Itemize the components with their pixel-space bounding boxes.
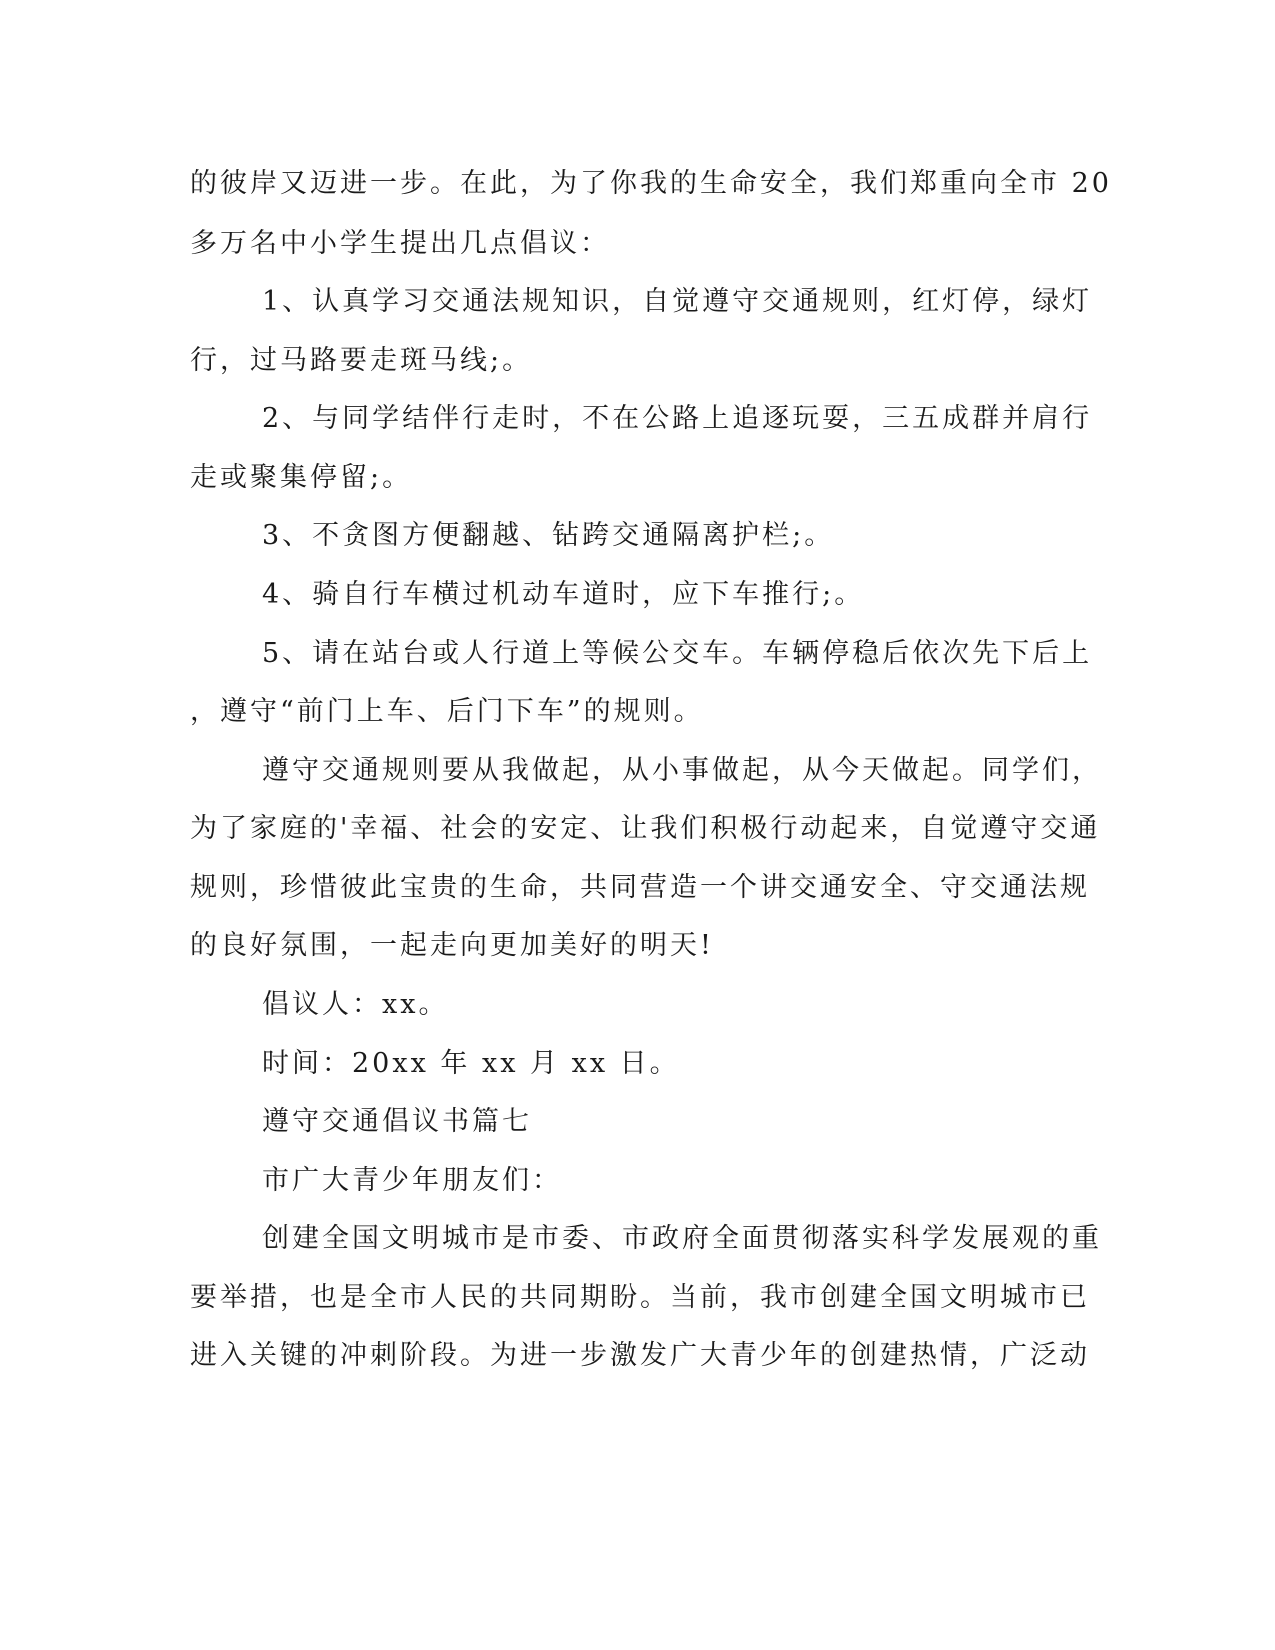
salutation-line: 市广大青少年朋友们： xyxy=(262,1165,562,1196)
list-item-5-line: 5、请在站台或人行道上等候公交车。车辆停稳后依次先下后上 xyxy=(262,638,1093,669)
body-text-line: 的彼岸又迈进一步。在此，为了你我的生命安全，我们郑重向全市 20 xyxy=(190,168,1112,199)
list-item-5-line: ，遵守“前门上车、后门下车”的规则。 xyxy=(190,696,704,727)
list-item-1-line: 1、认真学习交通法规知识，自觉遵守交通规则，红灯停，绿灯 xyxy=(262,286,1093,317)
section-heading: 遵守交通倡议书篇七 xyxy=(262,1106,532,1137)
paragraph-line: 为了家庭的'幸福、社会的安定、让我们积极行动起来，自觉遵守交通 xyxy=(190,813,1101,844)
body-text-line: 多万名中小学生提出几点倡议： xyxy=(190,228,610,259)
paragraph-line: 进入关键的冲刺阶段。为进一步激发广大青少年的创建热情，广泛动 xyxy=(190,1340,1090,1371)
proposer-line: 倡议人：xx。 xyxy=(262,989,449,1020)
list-item-3-line: 3、不贪图方便翻越、钻跨交通隔离护栏;。 xyxy=(262,520,835,551)
paragraph-line: 要举措，也是全市人民的共同期盼。当前，我市创建全国文明城市已 xyxy=(190,1282,1090,1313)
list-item-2-line: 2、与同学结伴行走时，不在公路上追逐玩耍，三五成群并肩行 xyxy=(262,403,1093,434)
paragraph-line: 的良好氛围，一起走向更加美好的明天! xyxy=(190,930,714,961)
date-line: 时间：20xx 年 xx 月 xx 日。 xyxy=(262,1048,680,1079)
paragraph-line: 规则，珍惜彼此宝贵的生命，共同营造一个讲交通安全、守交通法规 xyxy=(190,872,1090,903)
paragraph-line: 遵守交通规则要从我做起，从小事做起，从今天做起。同学们， xyxy=(262,755,1102,786)
paragraph-line: 创建全国文明城市是市委、市政府全面贯彻落实科学发展观的重 xyxy=(262,1223,1102,1254)
list-item-4-line: 4、骑自行车横过机动车道时，应下车推行;。 xyxy=(262,579,865,610)
list-item-1-line: 行，过马路要走斑马线;。 xyxy=(190,345,533,376)
list-item-2-line: 走或聚集停留;。 xyxy=(190,462,413,493)
